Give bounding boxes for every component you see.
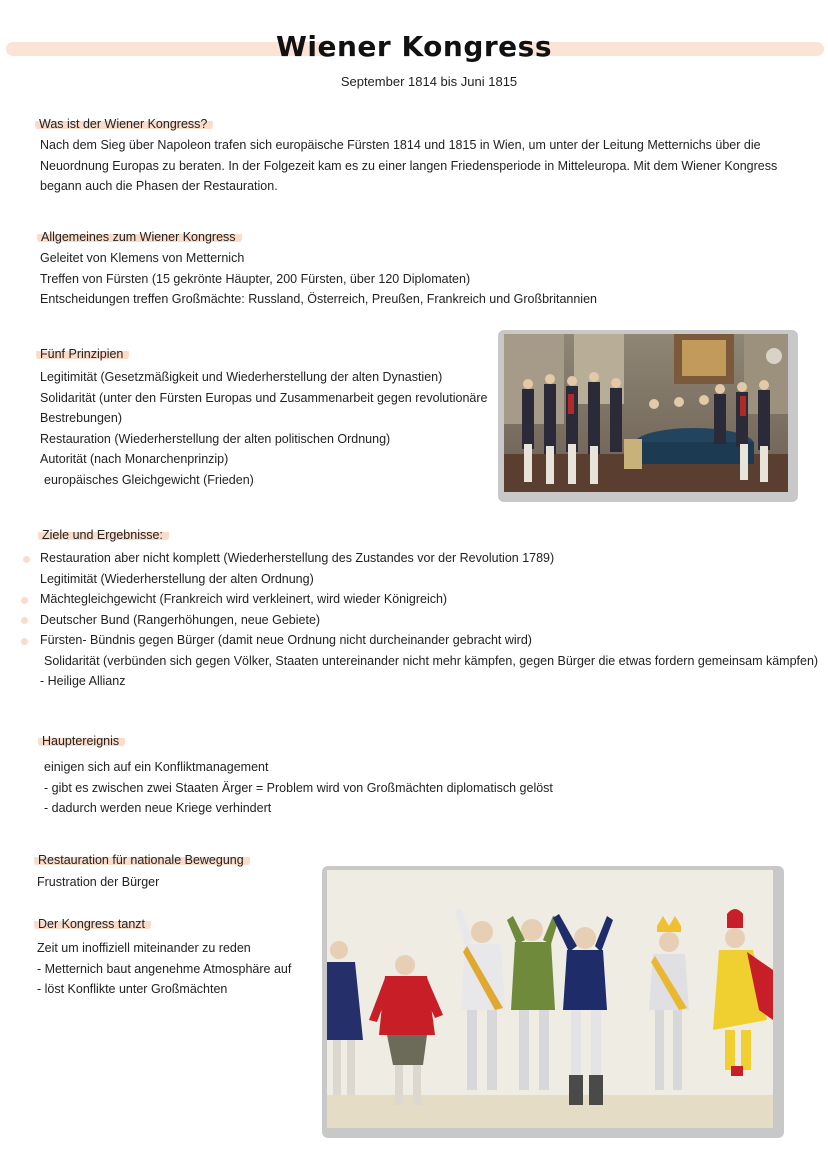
list-item: einigen sich auf ein Konfliktmanagement xyxy=(44,760,269,774)
list-item: Legitimität (Wiederherstellung der alten Ordnung) xyxy=(40,571,314,586)
list-item: Frustration der Bürger xyxy=(37,875,160,889)
heading-was-ist: Was ist der Wiener Kongress? xyxy=(35,117,213,131)
list-item: Fürsten- Bündnis gegen Bürger (damit neue Ordnung nicht durcheinander gebracht wird) xyxy=(40,633,532,647)
list-item: Zeit um inoffiziell miteinander zu reden xyxy=(37,941,251,955)
list-item: - dadurch werden neue Kriege verhindert xyxy=(44,801,272,815)
page-title: Wiener Kongress xyxy=(275,30,552,63)
congress-painting-image xyxy=(504,334,788,492)
section-prinzipien xyxy=(40,367,487,490)
section-allgemeines xyxy=(40,248,597,310)
list-item: Solidarität (verbünden sich gegen Völker, Staaten untereinander nicht mehr kämpfen, gegen Bürger die etwas fordern gemeinsam kämpfen) xyxy=(44,653,819,668)
heading-allgemeines: Allgemeines zum Wiener Kongress xyxy=(37,230,242,244)
list-item: Deutscher Bund (Rangerhöhungen, neue Gebiete) xyxy=(40,612,321,627)
list-item: Bestrebungen) xyxy=(40,411,123,425)
list-item: Legitimität (Gesetzmäßigkeit und Wiederherstellung der alten Dynastien) xyxy=(40,370,443,384)
section-restauration xyxy=(37,872,159,893)
list-item: Restauration (Wiederherstellung der alten politischen Ordnung) xyxy=(40,431,391,446)
list-item: Geleitet von Klemens von Metternich xyxy=(40,251,245,265)
bullet-dot xyxy=(21,617,28,624)
list-item: - gibt es zwischen zwei Staaten Ärger = Problem wird von Großmächten diplomatisch gelöst xyxy=(44,780,553,795)
list-item: - Metternich baut angenehme Atmosphäre auf xyxy=(37,961,292,976)
section-ziele xyxy=(40,548,818,692)
bullet-dot xyxy=(21,638,28,645)
list-item: Solidarität (unter den Fürsten Europas und Zusammenarbeit gegen revolutionäre xyxy=(40,390,488,405)
section-hauptereignis xyxy=(40,757,553,819)
list-item: Autorität (nach Monarchenprinzip) xyxy=(40,452,229,466)
list-item: Mächtegleichgewicht (Frankreich wird verkleinert, wird wieder Königreich) xyxy=(40,592,448,606)
section-kongress-tanzt xyxy=(37,938,291,1000)
list-item: europäisches Gleichgewicht (Frieden) xyxy=(44,472,254,487)
bullet-dot xyxy=(23,556,30,563)
heading-prinzipien: Fünf Prinzipien xyxy=(36,347,129,361)
heading-restauration: Restauration für nationale Bewegung xyxy=(34,853,250,867)
heading-ziele: Ziele und Ergebnisse: xyxy=(38,528,169,542)
heading-kongress-tanzt: Der Kongress tanzt xyxy=(34,917,151,931)
paragraph-was-ist: Nach dem Sieg über Napoleon trafen sich europäische Fürsten 1814 und 1815 in Wien, um unter der Leitung Metternichs über die Neuordnung Europas zu beraten. In der Folgezeit kam es zu einer langen Friedensperiode in Mitteleuropa. Mit dem Wiener Kongress begann auch die Phasen der Restauration. xyxy=(40,138,778,193)
list-item: Treffen von Fürsten (15 gekrönte Häupter, 200 Fürsten, über 120 Diplomaten) xyxy=(40,271,471,286)
bullet-dot xyxy=(21,597,28,604)
list-item: - löst Konflikte unter Großmächten xyxy=(37,982,228,996)
list-item: - Heilige Allianz xyxy=(40,674,126,688)
dancing-monarchs-caricature-image xyxy=(327,870,773,1128)
list-item: Entscheidungen treffen Großmächte: Russland, Österreich, Preußen, Frankreich und Großbritannien xyxy=(40,292,597,306)
section-was-ist xyxy=(40,135,785,197)
page-subtitle: September 1814 bis Juni 1815 xyxy=(340,74,518,89)
heading-hauptereignis: Hauptereignis xyxy=(38,734,125,748)
list-item: Restauration aber nicht komplett (Wiederherstellung des Zustandes vor der Revolution 1789) xyxy=(40,551,555,565)
